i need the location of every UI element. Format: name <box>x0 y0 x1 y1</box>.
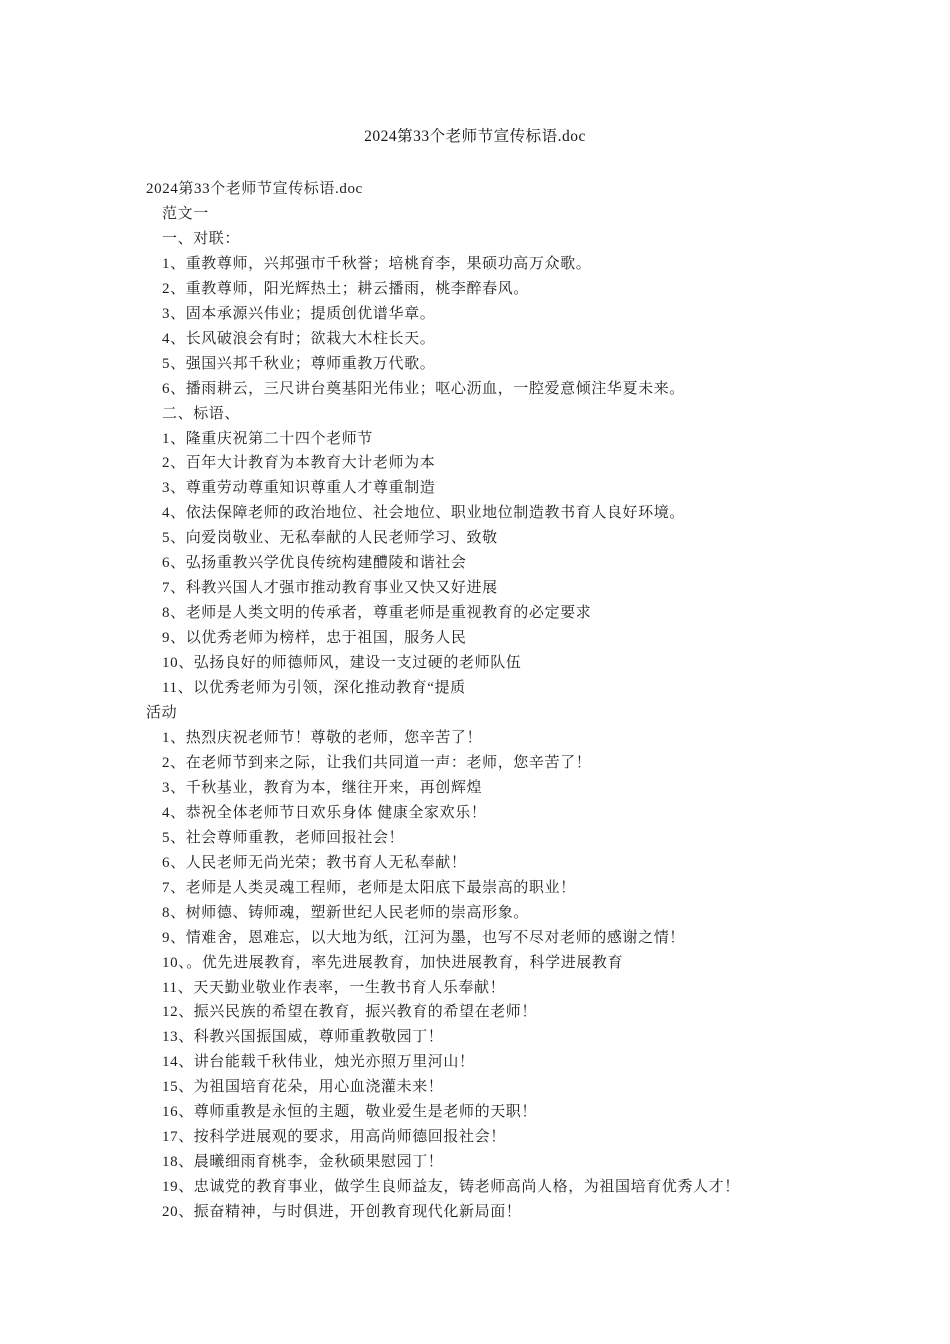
doc-line: 3、尊重劳动尊重知识尊重人才尊重制造 <box>162 480 436 497</box>
document-title: 2024第33个老师节宣传标语.doc <box>364 128 586 145</box>
doc-line: 1、隆重庆祝第二十四个老师节 <box>162 430 373 447</box>
doc-line: 9、情难舍，恩难忘，以大地为纸，江河为墨，也写不尽对老师的感谢之情！ <box>162 929 685 946</box>
doc-line: 6、人民老师无尚光荣；教书育人无私奉献！ <box>162 854 467 871</box>
doc-line: 19、忠诚党的教育事业，做学生良师益友，铸老师高尚人格，为祖国培育优秀人才！ <box>162 1179 740 1196</box>
doc-line: 3、千秋基业，教育为本，继往开来，再创辉煌 <box>162 779 483 796</box>
doc-line: 10、弘扬良好的师德师风，建设一支过硬的老师队伍 <box>162 655 522 672</box>
doc-line: 范文一 <box>162 205 209 222</box>
doc-line: 1、热烈庆祝老师节！尊敬的老师，您辛苦了！ <box>162 729 483 746</box>
doc-line: 13、科教兴国振国威，尊师重教敬园丁！ <box>162 1029 444 1046</box>
doc-line: 2、在老师节到来之际，让我们共同道一声：老师，您辛苦了！ <box>162 754 592 771</box>
document-body <box>146 177 900 1225</box>
doc-line: 二、标语、 <box>162 405 241 422</box>
doc-line: 16、尊师重教是永恒的主题，敬业爱生是老师的天职！ <box>162 1104 538 1121</box>
doc-line: 8、树师德、铸师魂，塑新世纪人民老师的崇高形象。 <box>162 904 529 921</box>
doc-line: 12、振兴民族的希望在教育，振兴教育的希望在老师！ <box>162 1004 538 1021</box>
doc-line: 11、天天勤业敬业作表率，一生教书育人乐奉献！ <box>162 979 506 996</box>
doc-line: 3、固本承源兴伟业；提质创优谱华章。 <box>162 305 436 322</box>
doc-line: 4、恭祝全体老师节日欢乐身体 健康全家欢乐！ <box>162 804 487 821</box>
doc-line: 15、为祖国培育花朵，用心血浇灌未来！ <box>162 1079 444 1096</box>
doc-line: 17、按科学进展观的要求，用高尚师德回报社会！ <box>162 1129 506 1146</box>
doc-line: 10、。优先进展教育，率先进展教育，加快进展教育，科学进展教育 <box>162 954 624 971</box>
doc-line: 11、以优秀老师为引领，深化推动教育“提质 <box>162 680 466 697</box>
doc-line: 20、振奋精神，与时俱进，开创教育现代化新局面！ <box>162 1204 522 1221</box>
doc-line: 6、播雨耕云，三尺讲台奠基阳光伟业；呕心沥血，一腔爱意倾注华夏未来。 <box>162 380 685 397</box>
doc-line: 8、老师是人类文明的传承者，尊重老师是重视教育的必定要求 <box>162 605 592 622</box>
doc-line: 4、长风破浪会有时；欲栽大木柱长天。 <box>162 330 436 347</box>
doc-line: 7、老师是人类灵魂工程师，老师是太阳底下最崇高的职业！ <box>162 879 576 896</box>
doc-line: 5、向爱岗敬业、无私奉献的人民老师学习、致敬 <box>162 530 498 547</box>
doc-line: 2、百年大计教育为本教育大计老师为本 <box>162 455 436 472</box>
doc-line: 5、强国兴邦千秋业；尊师重教万代歌。 <box>162 355 436 372</box>
doc-line: 一、对联： <box>162 230 241 247</box>
doc-line: 活动 <box>146 705 178 722</box>
doc-line: 4、依法保障老师的政治地位、社会地位、职业地位制造教书育人良好环境。 <box>162 505 685 522</box>
doc-line: 18、晨曦细雨育桃李，金秋硕果慰园丁！ <box>162 1154 444 1171</box>
doc-line: 14、讲台能载千秋伟业，烛光亦照万里河山！ <box>162 1054 475 1071</box>
doc-line: 2024第33个老师节宣传标语.doc <box>146 181 363 197</box>
doc-line: 2、重教尊师，阳光辉热土；耕云播雨，桃李醉春风。 <box>162 280 529 297</box>
doc-line: 9、以优秀老师为榜样，忠于祖国，服务人民 <box>162 630 467 647</box>
doc-line: 7、科教兴国人才强市推动教育事业又快又好进展 <box>162 580 498 597</box>
doc-line: 5、社会尊师重教，老师回报社会！ <box>162 829 405 846</box>
doc-line: 6、弘扬重教兴学优良传统构建醴陵和谐社会 <box>162 555 467 572</box>
doc-line: 1、重教尊师，兴邦强市千秋誉；培桃育李，果硕功高万众歌。 <box>162 255 592 272</box>
